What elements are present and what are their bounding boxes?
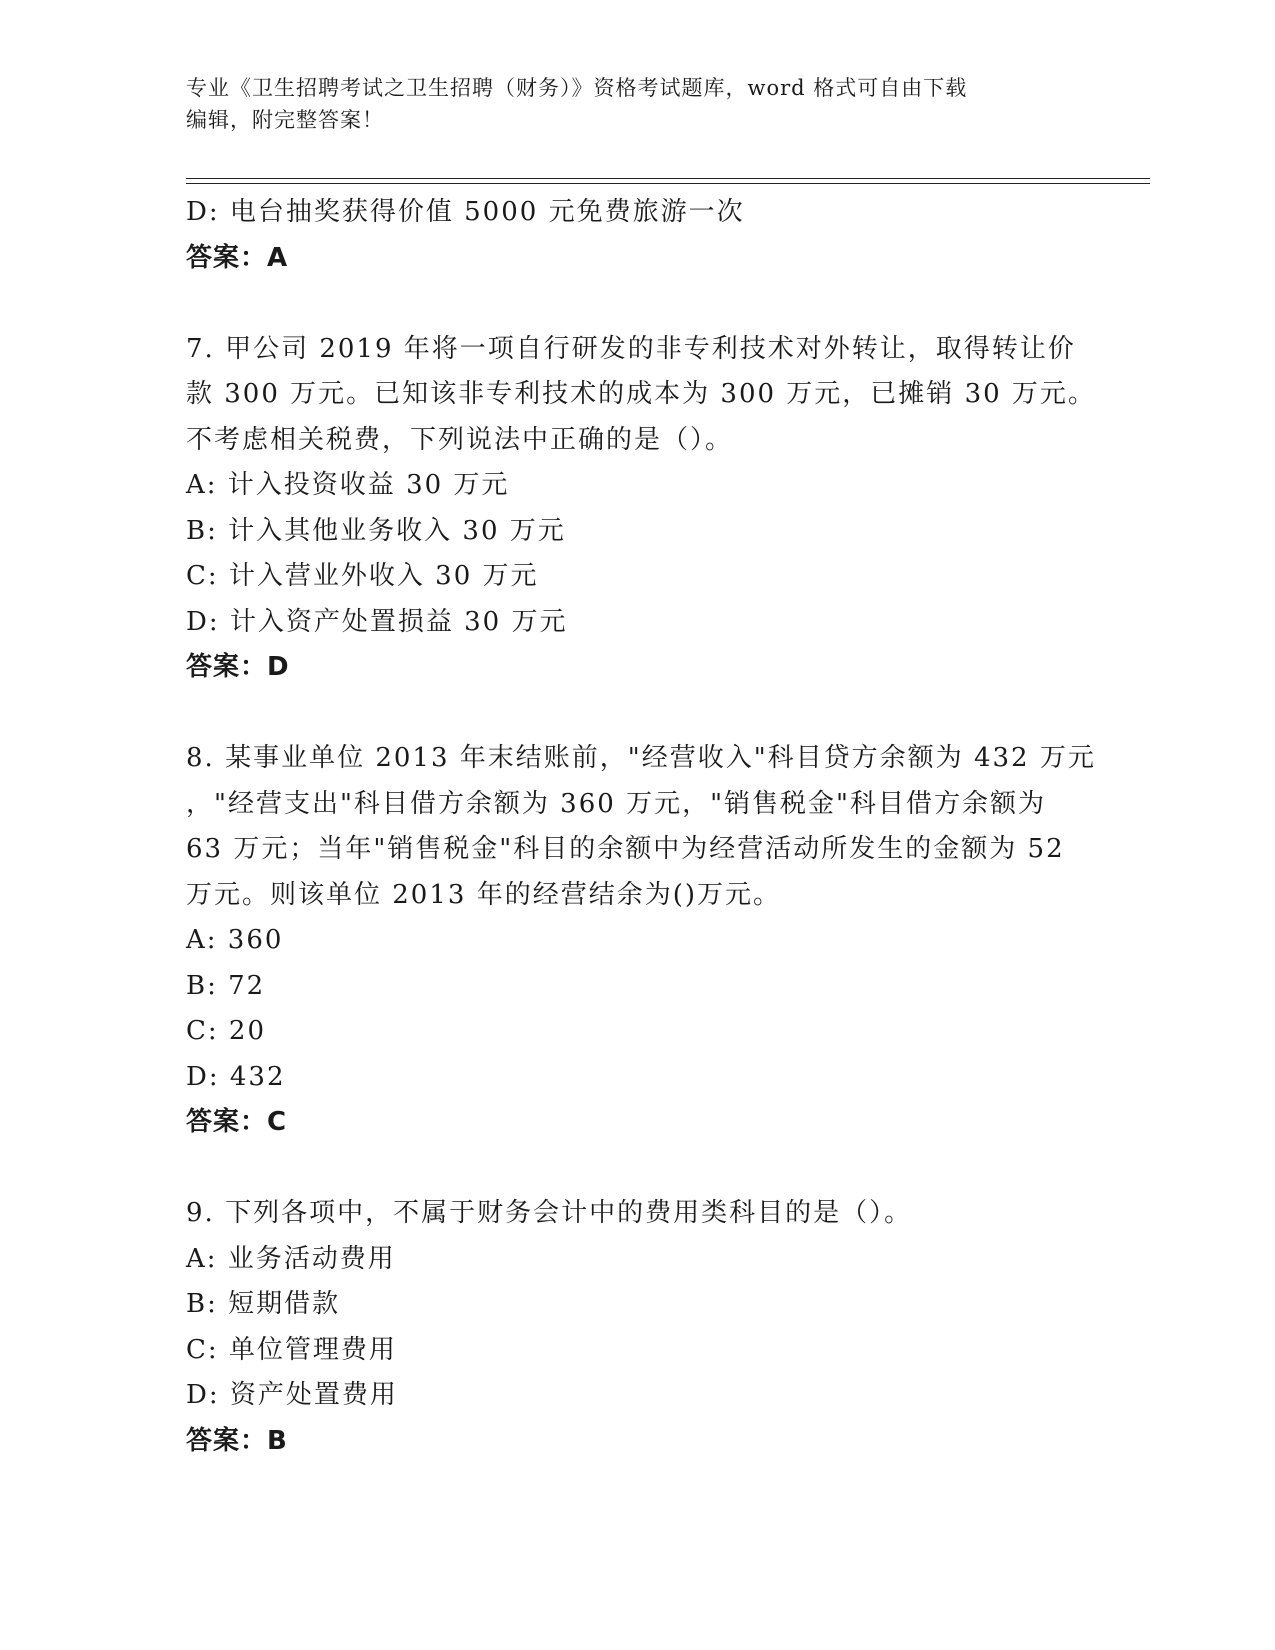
option-a: A: 360: [186, 925, 284, 955]
option-b: B: 计入其他业务收入 30 万元: [186, 515, 566, 546]
option-c: C: 单位管理费用: [186, 1334, 397, 1365]
page-header: [186, 72, 1086, 136]
answer-line: 答案：A: [186, 242, 289, 273]
header-line-1: 专业《卫生招聘考试之卫生招聘（财务）》资格考试题库，word 格式可自由下载: [186, 76, 968, 100]
header-line-2: 编辑，附完整答案！: [186, 108, 384, 132]
option-d: D: 计入资产处置损益 30 万元: [186, 606, 568, 637]
question-9: [186, 1191, 1086, 1464]
option-c: C: 计入营业外收入 30 万元: [186, 561, 539, 591]
option-d: D: 电台抽奖获得价值 5000 元免费旅游一次: [186, 197, 745, 227]
answer-line: 答案：C: [186, 1107, 288, 1137]
option-b: B: 72: [186, 970, 266, 1001]
question-stem-line: 不考虑相关税费，下列说法中正确的是（）。: [186, 424, 734, 455]
question-stem-line: 8. 某事业单位 2013 年末结账前，"经营收入"科目贷方余额为 432 万元: [186, 743, 1096, 773]
spacer: [186, 691, 1086, 737]
question-stem-line: 63 万元；当年"销售税金"科目的余额中为经营活动所发生的金额为 52: [186, 834, 1065, 864]
question-stem-line: ，"经营支出"科目借方余额为 360 万元，"销售税金"科目借方余额为: [186, 788, 1046, 819]
option-d: D: 资产处置费用: [186, 1380, 398, 1410]
question-content: [186, 190, 1096, 1464]
question-stem-line: 款 300 万元。已知该非专利技术的成本为 300 万元，已摊销 30 万元。: [186, 379, 1096, 409]
question-stem-line: 7. 甲公司 2019 年将一项自行研发的非专利技术对外转让，取得转让价: [186, 333, 1076, 364]
answer-line: 答案：D: [186, 652, 290, 682]
option-c: C: 20: [186, 1016, 267, 1046]
question-6: [186, 190, 1086, 281]
header-divider-top: [186, 178, 1150, 179]
option-b: B: 短期借款: [186, 1289, 341, 1319]
spacer: [186, 1146, 1086, 1192]
answer-line: 答案：B: [186, 1425, 288, 1456]
option-a: A: 计入投资收益 30 万元: [186, 470, 510, 500]
option-a: A: 业务活动费用: [186, 1243, 396, 1274]
header-divider-bottom: [186, 183, 1150, 184]
question-8: [186, 736, 1096, 1146]
question-stem-line: 万元。则该单位 2013 年的经营结余为()万元。: [186, 879, 781, 910]
spacer: [186, 281, 1086, 327]
question-stem-line: 9. 下列各项中，不属于财务会计中的费用类科目的是（）。: [186, 1198, 913, 1228]
option-d: D: 432: [186, 1061, 286, 1092]
question-7: [186, 327, 1096, 691]
